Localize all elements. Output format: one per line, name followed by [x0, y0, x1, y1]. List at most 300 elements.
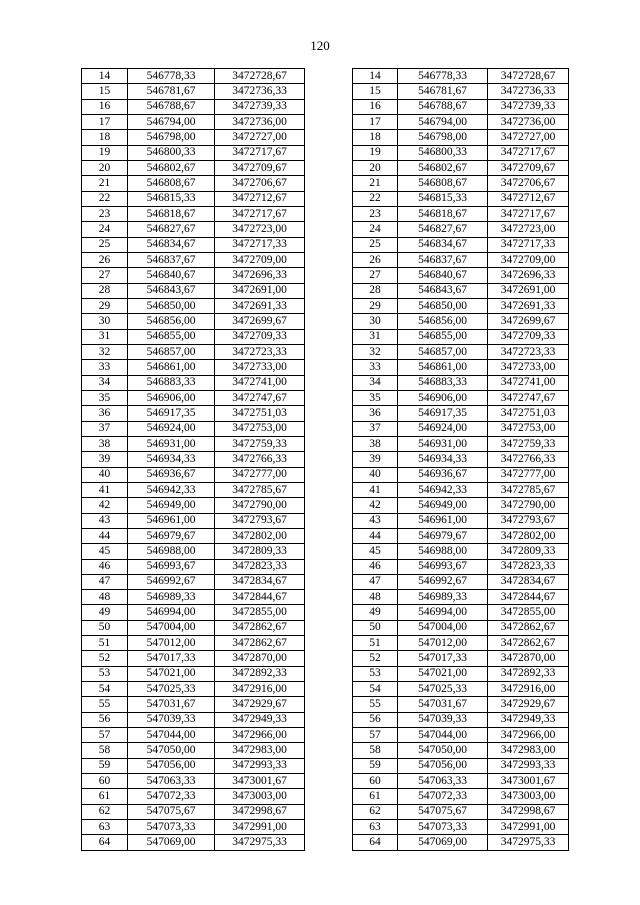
right-point-number-cell: 19 [353, 145, 398, 160]
right-y-coordinate-cell: 3472844,67 [488, 590, 569, 605]
right-y-coordinate-cell: 3472892,33 [488, 666, 569, 681]
left-x-coordinate-cell: 547039,33 [128, 712, 215, 727]
right-point-number-cell: 51 [353, 636, 398, 651]
left-y-coordinate-cell: 3472751,03 [215, 406, 305, 421]
left-x-coordinate-cell: 546850,00 [128, 298, 215, 313]
left-y-coordinate-cell: 3472862,67 [215, 636, 305, 651]
column-gap [305, 268, 353, 283]
right-y-coordinate-cell: 3472723,33 [488, 344, 569, 359]
table-row [82, 498, 569, 513]
right-point-number-cell: 30 [353, 314, 398, 329]
left-y-coordinate-cell: 3472733,00 [215, 360, 305, 375]
left-y-coordinate-cell: 3472844,67 [215, 590, 305, 605]
left-y-coordinate-cell: 3472834,67 [215, 574, 305, 589]
table-row [82, 176, 569, 191]
right-x-coordinate-cell: 546942,33 [398, 482, 488, 497]
table-row [82, 130, 569, 145]
right-y-coordinate-cell: 3472790,00 [488, 498, 569, 513]
left-point-number-cell: 46 [82, 559, 128, 574]
right-x-coordinate-cell: 546906,00 [398, 390, 488, 405]
right-y-coordinate-cell: 3472747,67 [488, 390, 569, 405]
left-x-coordinate-cell: 546794,00 [128, 114, 215, 129]
column-gap [305, 99, 353, 114]
right-x-coordinate-cell: 546818,67 [398, 206, 488, 221]
column-gap [305, 666, 353, 681]
column-gap [305, 789, 353, 804]
left-y-coordinate-cell: 3472723,33 [215, 344, 305, 359]
table-row [82, 559, 569, 574]
right-point-number-cell: 26 [353, 252, 398, 267]
left-y-coordinate-cell: 3472983,00 [215, 743, 305, 758]
right-y-coordinate-cell: 3472696,33 [488, 268, 569, 283]
right-point-number-cell: 43 [353, 513, 398, 528]
table-row [82, 697, 569, 712]
left-x-coordinate-cell: 546840,67 [128, 268, 215, 283]
left-y-coordinate-cell: 3472747,67 [215, 390, 305, 405]
left-x-coordinate-cell: 546815,33 [128, 191, 215, 206]
right-point-number-cell: 62 [353, 804, 398, 819]
right-x-coordinate-cell: 546800,33 [398, 145, 488, 160]
right-y-coordinate-cell: 3472733,00 [488, 360, 569, 375]
left-point-number-cell: 14 [82, 69, 128, 84]
right-point-number-cell: 32 [353, 344, 398, 359]
table-row [82, 820, 569, 835]
left-x-coordinate-cell: 547072,33 [128, 789, 215, 804]
table-row [82, 467, 569, 482]
column-gap [305, 820, 353, 835]
left-y-coordinate-cell: 3472736,33 [215, 84, 305, 99]
left-x-coordinate-cell: 546924,00 [128, 421, 215, 436]
left-y-coordinate-cell: 3472696,33 [215, 268, 305, 283]
right-point-number-cell: 63 [353, 820, 398, 835]
left-x-coordinate-cell: 546855,00 [128, 329, 215, 344]
right-y-coordinate-cell: 3472809,33 [488, 544, 569, 559]
left-y-coordinate-cell: 3472785,67 [215, 482, 305, 497]
table-row [82, 99, 569, 114]
left-point-number-cell: 40 [82, 467, 128, 482]
right-x-coordinate-cell: 546861,00 [398, 360, 488, 375]
table-row [82, 590, 569, 605]
right-y-coordinate-cell: 3472993,33 [488, 758, 569, 773]
left-point-number-cell: 42 [82, 498, 128, 513]
right-point-number-cell: 48 [353, 590, 398, 605]
right-y-coordinate-cell: 3472709,33 [488, 329, 569, 344]
right-x-coordinate-cell: 546934,33 [398, 452, 488, 467]
column-gap [305, 804, 353, 819]
left-x-coordinate-cell: 546856,00 [128, 314, 215, 329]
left-x-coordinate-cell: 546788,67 [128, 99, 215, 114]
right-y-coordinate-cell: 3472691,33 [488, 298, 569, 313]
left-point-number-cell: 25 [82, 237, 128, 252]
left-point-number-cell: 26 [82, 252, 128, 267]
left-point-number-cell: 29 [82, 298, 128, 313]
page-number: 120 [310, 38, 330, 53]
left-x-coordinate-cell: 547025,33 [128, 682, 215, 697]
table-row [82, 682, 569, 697]
left-y-coordinate-cell: 3472753,00 [215, 421, 305, 436]
left-x-coordinate-cell: 546857,00 [128, 344, 215, 359]
left-x-coordinate-cell: 547073,33 [128, 820, 215, 835]
table-row [82, 620, 569, 635]
column-gap [305, 498, 353, 513]
right-y-coordinate-cell: 3472802,00 [488, 528, 569, 543]
left-point-number-cell: 16 [82, 99, 128, 114]
table-row [82, 482, 569, 497]
right-y-coordinate-cell: 3472991,00 [488, 820, 569, 835]
right-y-coordinate-cell: 3472712,67 [488, 191, 569, 206]
left-point-number-cell: 56 [82, 712, 128, 727]
left-x-coordinate-cell: 546949,00 [128, 498, 215, 513]
table-row [82, 69, 569, 84]
left-x-coordinate-cell: 547017,33 [128, 651, 215, 666]
left-point-number-cell: 41 [82, 482, 128, 497]
table-row [82, 774, 569, 789]
right-point-number-cell: 53 [353, 666, 398, 681]
table-row [82, 375, 569, 390]
left-y-coordinate-cell: 3472736,00 [215, 114, 305, 129]
table-row [82, 712, 569, 727]
right-point-number-cell: 14 [353, 69, 398, 84]
right-x-coordinate-cell: 546781,67 [398, 84, 488, 99]
left-y-coordinate-cell: 3473001,67 [215, 774, 305, 789]
left-y-coordinate-cell: 3472790,00 [215, 498, 305, 513]
left-x-coordinate-cell: 546979,67 [128, 528, 215, 543]
column-gap [305, 835, 353, 850]
left-y-coordinate-cell: 3472741,00 [215, 375, 305, 390]
column-gap [305, 390, 353, 405]
right-y-coordinate-cell: 3472785,67 [488, 482, 569, 497]
left-point-number-cell: 22 [82, 191, 128, 206]
right-point-number-cell: 50 [353, 620, 398, 635]
table-row [82, 390, 569, 405]
table-row [82, 651, 569, 666]
right-point-number-cell: 59 [353, 758, 398, 773]
table-row [82, 636, 569, 651]
table-row [82, 666, 569, 681]
right-x-coordinate-cell: 546989,33 [398, 590, 488, 605]
left-point-number-cell: 49 [82, 605, 128, 620]
right-y-coordinate-cell: 3472983,00 [488, 743, 569, 758]
left-point-number-cell: 33 [82, 360, 128, 375]
right-y-coordinate-cell: 3472759,33 [488, 436, 569, 451]
right-x-coordinate-cell: 546850,00 [398, 298, 488, 313]
right-y-coordinate-cell: 3472929,67 [488, 697, 569, 712]
column-gap [305, 482, 353, 497]
column-gap [305, 697, 353, 712]
left-y-coordinate-cell: 3472759,33 [215, 436, 305, 451]
table-row [82, 528, 569, 543]
left-x-coordinate-cell: 546834,67 [128, 237, 215, 252]
right-x-coordinate-cell: 547072,33 [398, 789, 488, 804]
left-y-coordinate-cell: 3472717,33 [215, 237, 305, 252]
right-point-number-cell: 36 [353, 406, 398, 421]
left-y-coordinate-cell: 3472793,67 [215, 513, 305, 528]
left-y-coordinate-cell: 3472993,33 [215, 758, 305, 773]
left-y-coordinate-cell: 3472809,33 [215, 544, 305, 559]
column-gap [305, 452, 353, 467]
table-row [82, 436, 569, 451]
left-point-number-cell: 57 [82, 728, 128, 743]
left-y-coordinate-cell: 3472892,33 [215, 666, 305, 681]
left-y-coordinate-cell: 3472706,67 [215, 176, 305, 191]
left-y-coordinate-cell: 3472712,67 [215, 191, 305, 206]
right-y-coordinate-cell: 3472741,00 [488, 375, 569, 390]
column-gap [305, 191, 353, 206]
table-row [82, 728, 569, 743]
left-x-coordinate-cell: 547069,00 [128, 835, 215, 850]
left-x-coordinate-cell: 546800,33 [128, 145, 215, 160]
column-gap [305, 528, 353, 543]
left-y-coordinate-cell: 3472766,33 [215, 452, 305, 467]
right-point-number-cell: 37 [353, 421, 398, 436]
right-point-number-cell: 42 [353, 498, 398, 513]
right-x-coordinate-cell: 547012,00 [398, 636, 488, 651]
right-y-coordinate-cell: 3473003,00 [488, 789, 569, 804]
left-x-coordinate-cell: 546936,67 [128, 467, 215, 482]
left-y-coordinate-cell: 3472709,00 [215, 252, 305, 267]
right-x-coordinate-cell: 546993,67 [398, 559, 488, 574]
left-y-coordinate-cell: 3472691,00 [215, 283, 305, 298]
right-x-coordinate-cell: 546794,00 [398, 114, 488, 129]
right-point-number-cell: 64 [353, 835, 398, 850]
right-x-coordinate-cell: 546856,00 [398, 314, 488, 329]
right-x-coordinate-cell: 547069,00 [398, 835, 488, 850]
right-point-number-cell: 38 [353, 436, 398, 451]
right-point-number-cell: 29 [353, 298, 398, 313]
left-y-coordinate-cell: 3472709,67 [215, 160, 305, 175]
table-row [82, 160, 569, 175]
table-row [82, 114, 569, 129]
left-x-coordinate-cell: 547063,33 [128, 774, 215, 789]
left-x-coordinate-cell: 546808,67 [128, 176, 215, 191]
right-x-coordinate-cell: 546992,67 [398, 574, 488, 589]
table-row [82, 513, 569, 528]
left-point-number-cell: 55 [82, 697, 128, 712]
left-point-number-cell: 30 [82, 314, 128, 329]
right-y-coordinate-cell: 3472727,00 [488, 130, 569, 145]
left-point-number-cell: 59 [82, 758, 128, 773]
left-y-coordinate-cell: 3472717,67 [215, 145, 305, 160]
right-y-coordinate-cell: 3472723,00 [488, 222, 569, 237]
column-gap [305, 114, 353, 129]
column-gap [305, 84, 353, 99]
left-point-number-cell: 31 [82, 329, 128, 344]
left-x-coordinate-cell: 547031,67 [128, 697, 215, 712]
left-x-coordinate-cell: 546961,00 [128, 513, 215, 528]
left-x-coordinate-cell: 547050,00 [128, 743, 215, 758]
left-x-coordinate-cell: 546906,00 [128, 390, 215, 405]
right-point-number-cell: 45 [353, 544, 398, 559]
column-gap [305, 651, 353, 666]
left-point-number-cell: 17 [82, 114, 128, 129]
left-x-coordinate-cell: 546818,67 [128, 206, 215, 221]
left-point-number-cell: 27 [82, 268, 128, 283]
right-y-coordinate-cell: 3472862,67 [488, 636, 569, 651]
right-x-coordinate-cell: 546840,67 [398, 268, 488, 283]
right-point-number-cell: 56 [353, 712, 398, 727]
left-point-number-cell: 18 [82, 130, 128, 145]
right-x-coordinate-cell: 547017,33 [398, 651, 488, 666]
right-point-number-cell: 33 [353, 360, 398, 375]
right-point-number-cell: 49 [353, 605, 398, 620]
table-row [82, 298, 569, 313]
column-gap [305, 298, 353, 313]
left-y-coordinate-cell: 3472966,00 [215, 728, 305, 743]
column-gap [305, 145, 353, 160]
right-x-coordinate-cell: 547056,00 [398, 758, 488, 773]
right-x-coordinate-cell: 547031,67 [398, 697, 488, 712]
table-row [82, 743, 569, 758]
left-point-number-cell: 54 [82, 682, 128, 697]
left-point-number-cell: 45 [82, 544, 128, 559]
right-point-number-cell: 46 [353, 559, 398, 574]
column-gap [305, 728, 353, 743]
right-point-number-cell: 41 [353, 482, 398, 497]
right-y-coordinate-cell: 3472916,00 [488, 682, 569, 697]
table-row [82, 574, 569, 589]
left-point-number-cell: 47 [82, 574, 128, 589]
left-y-coordinate-cell: 3472998,67 [215, 804, 305, 819]
right-y-coordinate-cell: 3472709,67 [488, 160, 569, 175]
left-point-number-cell: 64 [82, 835, 128, 850]
left-point-number-cell: 44 [82, 528, 128, 543]
table-row [82, 804, 569, 819]
right-x-coordinate-cell: 546798,00 [398, 130, 488, 145]
left-y-coordinate-cell: 3472727,00 [215, 130, 305, 145]
right-point-number-cell: 58 [353, 743, 398, 758]
left-x-coordinate-cell: 546989,33 [128, 590, 215, 605]
left-point-number-cell: 35 [82, 390, 128, 405]
right-point-number-cell: 25 [353, 237, 398, 252]
right-x-coordinate-cell: 546834,67 [398, 237, 488, 252]
right-point-number-cell: 55 [353, 697, 398, 712]
column-gap [305, 69, 353, 84]
column-gap [305, 544, 353, 559]
right-point-number-cell: 28 [353, 283, 398, 298]
left-x-coordinate-cell: 547056,00 [128, 758, 215, 773]
left-point-number-cell: 24 [82, 222, 128, 237]
left-point-number-cell: 58 [82, 743, 128, 758]
left-x-coordinate-cell: 546837,67 [128, 252, 215, 267]
left-y-coordinate-cell: 3472728,67 [215, 69, 305, 84]
table-row [82, 145, 569, 160]
table-row [82, 421, 569, 436]
column-gap [305, 605, 353, 620]
left-y-coordinate-cell: 3472699,67 [215, 314, 305, 329]
column-gap [305, 636, 353, 651]
right-y-coordinate-cell: 3472699,67 [488, 314, 569, 329]
left-x-coordinate-cell: 546917,35 [128, 406, 215, 421]
right-x-coordinate-cell: 546936,67 [398, 467, 488, 482]
left-point-number-cell: 23 [82, 206, 128, 221]
left-x-coordinate-cell: 546934,33 [128, 452, 215, 467]
right-x-coordinate-cell: 546994,00 [398, 605, 488, 620]
left-y-coordinate-cell: 3472802,00 [215, 528, 305, 543]
right-x-coordinate-cell: 546931,00 [398, 436, 488, 451]
table-row [82, 283, 569, 298]
column-gap [305, 237, 353, 252]
table-row [82, 544, 569, 559]
left-x-coordinate-cell: 546781,67 [128, 84, 215, 99]
left-point-number-cell: 20 [82, 160, 128, 175]
right-y-coordinate-cell: 3472753,00 [488, 421, 569, 436]
right-point-number-cell: 31 [353, 329, 398, 344]
left-point-number-cell: 62 [82, 804, 128, 819]
right-point-number-cell: 57 [353, 728, 398, 743]
coordinates-table-body [82, 69, 569, 851]
column-gap [305, 344, 353, 359]
left-y-coordinate-cell: 3472929,67 [215, 697, 305, 712]
column-gap [305, 406, 353, 421]
right-point-number-cell: 24 [353, 222, 398, 237]
left-x-coordinate-cell: 547004,00 [128, 620, 215, 635]
right-point-number-cell: 17 [353, 114, 398, 129]
table-row [82, 84, 569, 99]
left-x-coordinate-cell: 546931,00 [128, 436, 215, 451]
left-x-coordinate-cell: 546802,67 [128, 160, 215, 175]
right-y-coordinate-cell: 3472870,00 [488, 651, 569, 666]
left-y-coordinate-cell: 3472855,00 [215, 605, 305, 620]
right-x-coordinate-cell: 546855,00 [398, 329, 488, 344]
right-point-number-cell: 20 [353, 160, 398, 175]
left-point-number-cell: 50 [82, 620, 128, 635]
column-gap [305, 160, 353, 175]
right-y-coordinate-cell: 3472766,33 [488, 452, 569, 467]
right-y-coordinate-cell: 3472949,33 [488, 712, 569, 727]
column-gap [305, 682, 353, 697]
right-x-coordinate-cell: 547025,33 [398, 682, 488, 697]
column-gap [305, 252, 353, 267]
column-gap [305, 329, 353, 344]
left-point-number-cell: 38 [82, 436, 128, 451]
left-point-number-cell: 28 [82, 283, 128, 298]
right-point-number-cell: 21 [353, 176, 398, 191]
column-gap [305, 421, 353, 436]
right-y-coordinate-cell: 3472691,00 [488, 283, 569, 298]
right-x-coordinate-cell: 546961,00 [398, 513, 488, 528]
left-point-number-cell: 51 [82, 636, 128, 651]
left-y-coordinate-cell: 3472739,33 [215, 99, 305, 114]
coordinates-table [81, 68, 569, 851]
table-row [82, 237, 569, 252]
right-x-coordinate-cell: 546883,33 [398, 375, 488, 390]
right-x-coordinate-cell: 547021,00 [398, 666, 488, 681]
right-y-coordinate-cell: 3472728,67 [488, 69, 569, 84]
column-gap [305, 130, 353, 145]
column-gap [305, 436, 353, 451]
right-point-number-cell: 23 [353, 206, 398, 221]
left-x-coordinate-cell: 547044,00 [128, 728, 215, 743]
right-y-coordinate-cell: 3472998,67 [488, 804, 569, 819]
right-x-coordinate-cell: 546843,67 [398, 283, 488, 298]
right-point-number-cell: 52 [353, 651, 398, 666]
left-y-coordinate-cell: 3472862,67 [215, 620, 305, 635]
right-y-coordinate-cell: 3472751,03 [488, 406, 569, 421]
left-y-coordinate-cell: 3472691,33 [215, 298, 305, 313]
left-point-number-cell: 60 [82, 774, 128, 789]
left-x-coordinate-cell: 546988,00 [128, 544, 215, 559]
left-point-number-cell: 36 [82, 406, 128, 421]
right-x-coordinate-cell: 546827,67 [398, 222, 488, 237]
column-gap [305, 176, 353, 191]
column-gap [305, 314, 353, 329]
right-point-number-cell: 61 [353, 789, 398, 804]
right-y-coordinate-cell: 3472777,00 [488, 467, 569, 482]
left-point-number-cell: 19 [82, 145, 128, 160]
column-gap [305, 590, 353, 605]
left-x-coordinate-cell: 546994,00 [128, 605, 215, 620]
column-gap [305, 712, 353, 727]
